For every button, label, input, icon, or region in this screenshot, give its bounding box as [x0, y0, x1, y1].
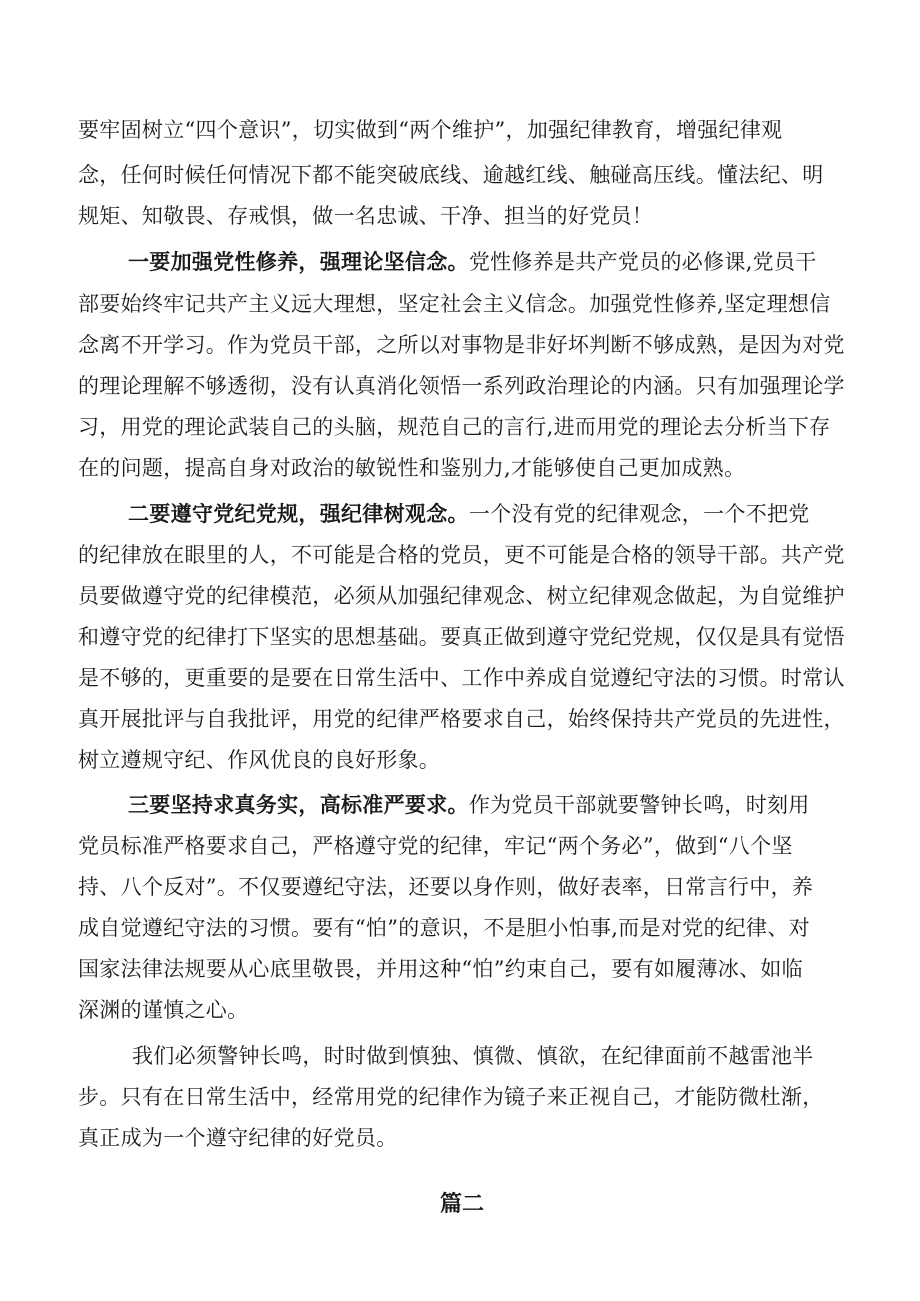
section-3-heading: 三要坚持求真务实，高标准严要求。: [128, 793, 469, 817]
text-line: 念，任何时候任何情况下都不能突破底线、逾越红线、触碰高压线。懂法纪、明: [78, 163, 824, 187]
text-line: 的理论理解不够透彻，没有认真消化领悟一系列政治理论的内涵。只有加强理论学: [78, 374, 845, 398]
section-1-first-line: [128, 250, 817, 274]
text-line: 员要做遵守党的纪律模范，必须从加强纪律观念、树立纪律观念做起，为自觉维护: [78, 584, 845, 608]
text-line: 在的问题，提高自身对政治的敏锐性和鉴别力,才能够使自己更加成熟。: [78, 456, 746, 480]
text-line: 念离不开学习。作为党员干部，之所以对事物是非好坏判断不够成熟，是因为对党: [78, 333, 845, 357]
section-1-first-text: 党性修养是共产党员的必修课,党员干: [468, 250, 817, 274]
section-1-heading: 一要加强党性修养，强理论坚信念。: [128, 250, 469, 274]
section-2-heading: 二要遵守党纪党规，强纪律树观念。: [128, 502, 469, 526]
text-line: 国家法律法规要从心底里敬畏，并用这种“怕”约束自己，要有如履薄冰、如临: [78, 957, 803, 981]
section-2-first-line: [128, 502, 810, 526]
text-line: 成自觉遵纪守法的习惯。要有“怕”的意识，不是胆小怕事,而是对党的纪律、对: [78, 916, 810, 940]
text-line: 习，用党的理论武装自己的头脑，规范自己的言行,进而用党的理论去分析当下存: [78, 415, 831, 439]
text-line: 党员标准严格要求自己，严格遵守党的纪律，牢记“两个务必”，做到“八个坚: [78, 834, 793, 858]
text-line: 的纪律放在眼里的人，不可能是合格的党员，更不可能是合格的领导干部。共产党: [78, 543, 845, 567]
text-line: 规矩、知敬畏、存戒惧，做一名忠诚、干净、担当的好党员！: [78, 204, 654, 228]
text-line: 是不够的，更重要的是要在日常生活中、工作中养成自觉遵纪守法的习惯。时常认: [78, 666, 845, 690]
section-2-first-text: 一个没有党的纪律观念，一个不把党: [468, 502, 810, 526]
text-line: 深渊的谨慎之心。: [78, 998, 249, 1022]
text-line: 步。只有在日常生活中，经常用党的纪律作为镜子来正视自己，才能防微杜渐，: [78, 1085, 824, 1109]
section-title: 篇二: [440, 1192, 485, 1217]
section-3-first-text: 作为党员干部就要警钟长鸣，时刻用: [468, 793, 810, 817]
text-line: 和遵守党的纪律打下坚实的思想基础。要真正做到遵守党纪党规，仅仅是具有觉悟: [78, 625, 845, 649]
text-line: 我们必须警钟长鸣，时时做到慎独、慎微、慎欲，在纪律面前不越雷池半: [132, 1044, 814, 1068]
section-3-first-line: [128, 793, 810, 817]
text-line: 树立遵规守纪、作风优良的良好形象。: [78, 748, 441, 772]
text-line: 持、八个反对”。不仅要遵纪守法，还要以身作则，做好表率，日常言行中，养: [78, 875, 814, 899]
text-line: 部要始终牢记共产主义远大理想，坚定社会主义信念。加强党性修养,坚定理想信: [78, 292, 831, 316]
text-line: 要牢固树立“四个意识”，切实做到“两个维护”，加强纪律教育，增强纪律观: [78, 118, 783, 142]
text-line: 真开展批评与自我批评，用党的纪律严格要求自己，始终保持共产党员的先进性，: [78, 707, 845, 731]
text-line: 真正成为一个遵守纪律的好党员。: [78, 1126, 398, 1150]
